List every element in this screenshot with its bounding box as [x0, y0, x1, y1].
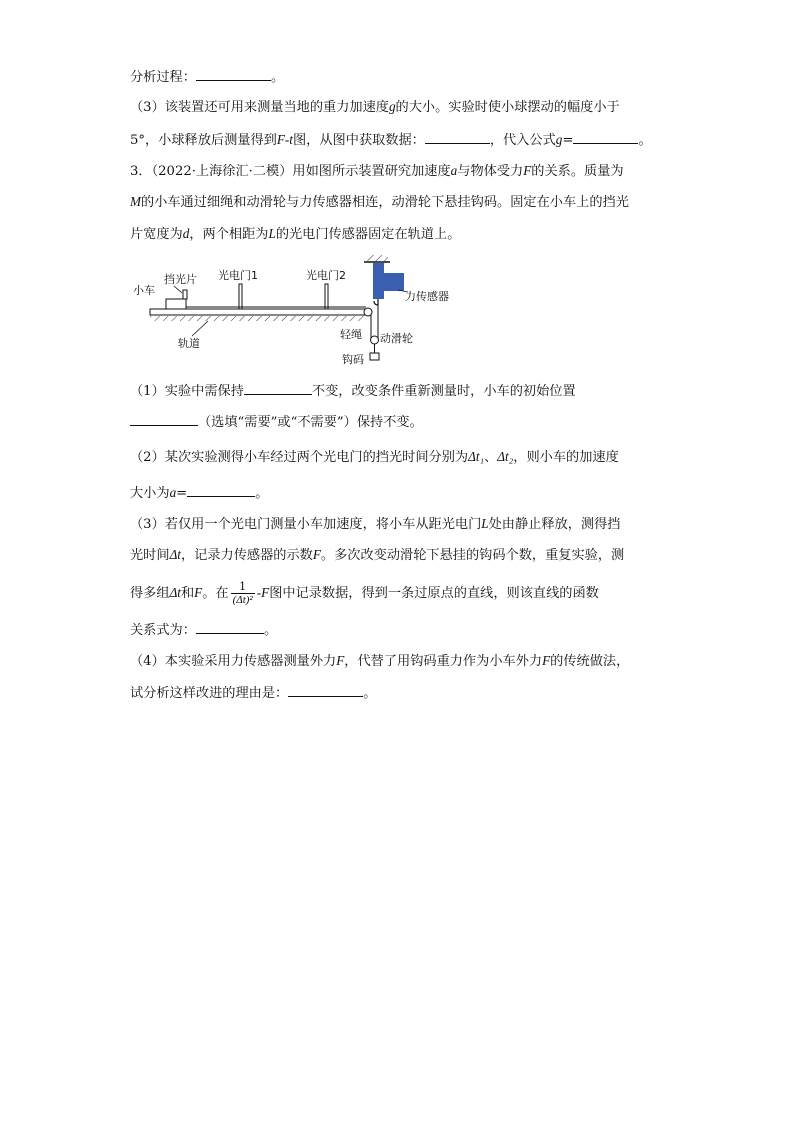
fraction-one-over-dt-squared: [231, 581, 255, 606]
text: 5°，小球释放后测量得到: [130, 133, 277, 148]
track: [150, 309, 366, 315]
label-pulley: 动滑轮: [380, 332, 413, 345]
label-gate2: 光电门2: [306, 269, 346, 282]
symbol-a: a: [450, 163, 458, 178]
text: 的关系。质量为: [531, 164, 624, 179]
answer-blank[interactable]: [130, 411, 198, 426]
hook-weight: [370, 353, 379, 360]
label-sensor: 力传感器: [405, 290, 449, 303]
line-q2: [130, 447, 619, 468]
symbol-F: F: [194, 585, 203, 600]
text: 试分析这样改进的理由是：: [130, 686, 289, 701]
text: ，两个相距为: [189, 227, 269, 242]
answer-blank[interactable]: [288, 682, 363, 697]
symbol-F: -F: [256, 585, 270, 600]
experiment-diagram: [130, 252, 470, 372]
symbol-L: L: [481, 516, 489, 531]
answer-blank[interactable]: [196, 619, 264, 634]
text: 分析过程：: [130, 70, 196, 85]
text: 处由静止释放，测得挡: [488, 517, 621, 532]
symbol-ft: F-t: [276, 132, 293, 147]
answer-blank[interactable]: [425, 129, 490, 144]
line-q3: [130, 514, 620, 535]
text: 的小车通过细绳和动滑轮与力传感器相连，动滑轮下悬挂钩码。固定在小车上的挡光: [141, 195, 629, 210]
answer-blank[interactable]: [196, 66, 271, 81]
text: 的大小。实验时使小球摆动的幅度小于: [395, 100, 620, 115]
fraction-numerator: 1: [231, 581, 255, 594]
text: 和: [180, 586, 195, 601]
line-q3-data: [130, 129, 652, 151]
text: （4）本实验采用力传感器测量外力: [130, 654, 337, 669]
symbol-L: L: [268, 226, 276, 241]
text: 。多次改变动滑轮下悬挂的钩码个数，重复实验，测: [320, 548, 625, 563]
fraction-denominator: (Δt)²: [232, 594, 253, 606]
text: ，代替了用钩码重力作为小车外力: [344, 654, 543, 669]
text: 。: [255, 486, 269, 501]
symbol-F: F: [336, 653, 345, 668]
symbol-F: F: [542, 653, 551, 668]
text: 。: [270, 70, 285, 85]
text: =: [176, 486, 188, 501]
text: （1）实验中需保持: [130, 384, 244, 399]
label-gate1: 光电门1: [218, 269, 258, 282]
text: 图，从图中获取数据：: [292, 133, 425, 148]
symbol-F: F: [312, 547, 321, 562]
label-shade: 挡光片: [164, 273, 197, 286]
symbol-a: a: [169, 485, 177, 500]
text: （3）该装置还可用来测量当地的重力加速度: [130, 100, 389, 115]
text: 光时间: [130, 548, 170, 563]
symbol-g: g: [388, 99, 396, 114]
text: 的传统做法，: [550, 654, 630, 669]
line-q3c: [130, 576, 599, 611]
text: 、: [484, 450, 498, 465]
text: 与物体受力: [457, 164, 524, 179]
line-problem-3-body2: [130, 224, 460, 245]
shade-plate: [183, 290, 187, 299]
line-problem-3-title: [130, 161, 624, 182]
symbol-dt1: Δt₁: [468, 449, 485, 464]
answer-blank[interactable]: [573, 129, 638, 144]
line-q3b: [130, 545, 624, 566]
text: 不变，改变条件重新测量时，小车的初始位置: [311, 384, 576, 399]
symbol-dt2: Δt₂: [497, 449, 514, 464]
text: 3．（2022·上海徐汇·二模）用如图所示装置研究加速度: [130, 164, 451, 179]
text: 大小为: [130, 486, 170, 501]
symbol-d: d: [182, 226, 190, 241]
moving-pulley: [371, 336, 379, 344]
symbol-F: F: [523, 163, 532, 178]
line-q3-gravity: [130, 97, 620, 118]
symbol-M: M: [130, 194, 141, 209]
label-cart: 小车: [133, 284, 155, 297]
text: 。: [363, 686, 377, 701]
text: 。在: [202, 586, 229, 601]
symbol-dt: Δt: [169, 585, 181, 600]
ceiling: [366, 255, 388, 261]
text: ，记录力传感器的示数: [180, 548, 313, 563]
line-q2b: [130, 482, 268, 504]
text: 。: [263, 623, 278, 638]
line-q3d: [130, 619, 277, 641]
line-q1: [130, 380, 576, 402]
text: 的光电门传感器固定在轨道上。: [275, 227, 461, 242]
label-rope: 轻绳: [340, 328, 362, 341]
symbol-dt: Δt: [169, 547, 181, 562]
text: 。: [638, 133, 652, 148]
line-analysis: [130, 66, 284, 88]
force-sensor: [373, 263, 384, 299]
text: 片宽度为: [130, 227, 183, 242]
label-weight: 钩码: [342, 353, 364, 366]
label-track: 轨道: [178, 337, 200, 350]
answer-blank[interactable]: [187, 482, 255, 497]
text: 图中记录数据，得到一条过原点的直线，则该直线的函数: [269, 586, 599, 601]
text: =: [562, 133, 574, 148]
cart: [166, 299, 186, 309]
line-q4: [130, 651, 629, 672]
photogate-1: [239, 284, 242, 309]
answer-blank[interactable]: [244, 380, 312, 395]
text: ，则小车的加速度: [513, 450, 619, 465]
symbol-g: g: [555, 132, 563, 147]
photogate-2: [325, 284, 328, 309]
text: ，代入公式: [489, 133, 556, 148]
line-q4b: [130, 682, 376, 704]
text: （2）某次实验测得小车经过两个光电门的挡光时间分别为: [130, 450, 469, 465]
text: 得多组: [130, 586, 170, 601]
text: 关系式为：: [130, 623, 196, 638]
text: （3）若仅用一个光电门测量小车加速度，将小车从距光电门: [130, 517, 482, 532]
line-q1b: [130, 411, 423, 433]
text: （选填“需要”或“不需要”）保持不变。: [198, 415, 423, 430]
line-problem-3-body: [130, 192, 629, 213]
